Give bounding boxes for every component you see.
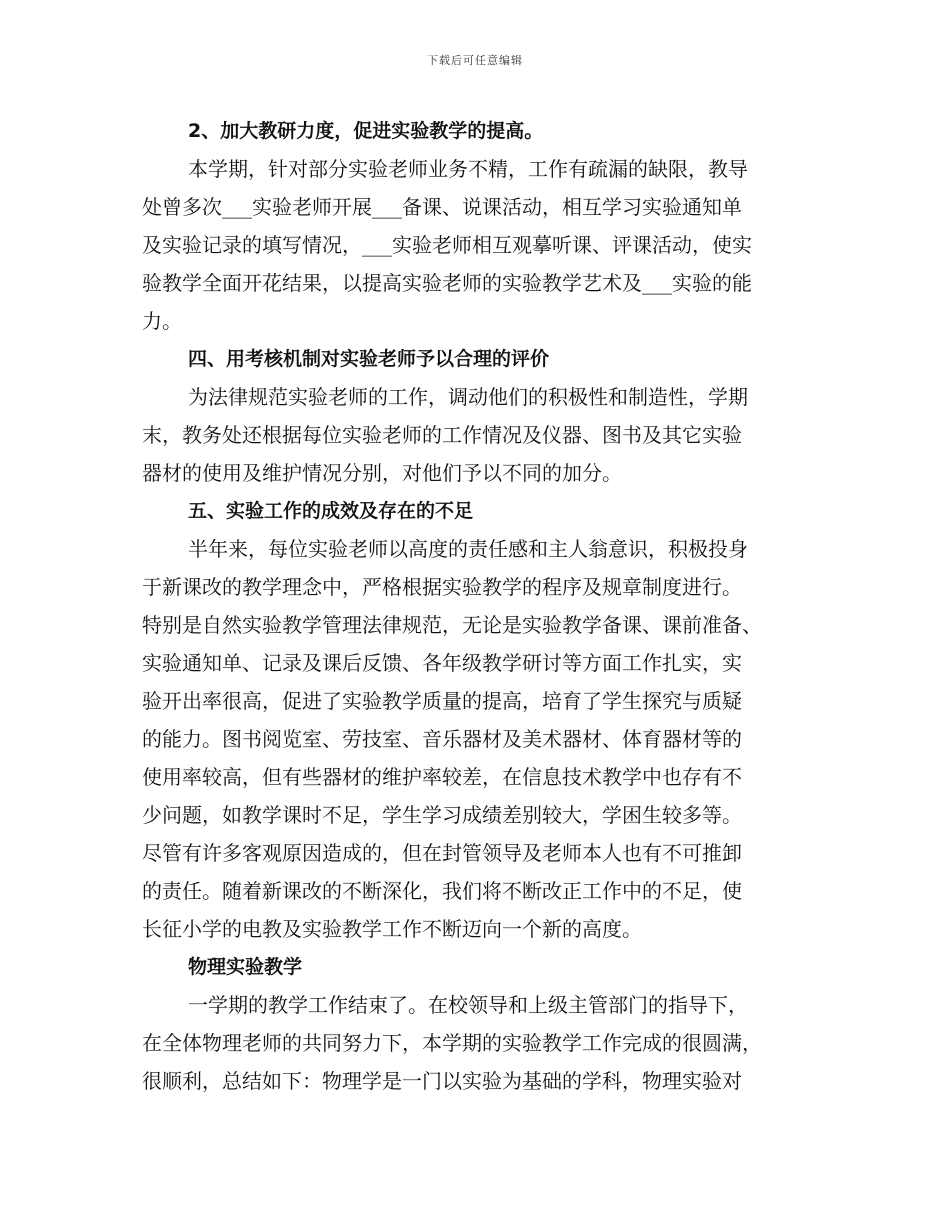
document-body (142, 112, 812, 1100)
paragraph-line: 及实验记录的填写情况，___实验老师相互观摹听课、评课活动，使实 (142, 233, 752, 257)
section-heading-results: 五、实验工作的成效及存在的不足 (188, 500, 474, 522)
paragraph-line: 本学期，针对部分实验老师业务不精，工作有疏漏的缺限，教导 (188, 157, 748, 181)
paragraph-line: 特别是自然实验教学管理法律规范，无论是实验教学备课、课前准备、 (142, 613, 762, 637)
paragraph-line: 于新课改的教学理念中，严格根据实验教学的程序及规章制度进行。 (142, 575, 742, 599)
paragraph-line: 为法律规范实验老师的工作，调动他们的积极性和制造性，学期 (188, 385, 748, 409)
paragraph-line: 半年来，每位实验老师以高度的责任感和主人翁意识，积极投身 (188, 537, 748, 561)
paragraph-teaching-research (142, 150, 812, 340)
paragraph-line: 在全体物理老师的共同努力下，本学期的实验教学工作完成的很圆满， (142, 1031, 762, 1055)
paragraph-results (142, 530, 812, 948)
paragraph-line: 的责任。随着新课改的不断深化，我们将不断改正工作中的不足，使 (142, 879, 742, 903)
paragraph-line: 的能力。图书阅览室、劳技室、音乐器材及美术器材、体育器材等的 (142, 727, 742, 751)
paragraph-line: 力。 (142, 309, 182, 333)
paragraph-line: 器材的使用及维护情况分别，对他们予以不同的加分。 (142, 461, 622, 485)
paragraph-line: 长征小学的电教及实验教学工作不断迈向一个新的高度。 (142, 917, 642, 941)
paragraph-line: 使用率较高，但有些器材的维护率较差，在信息技术教学中也存有不 (142, 765, 742, 789)
section-heading-physics: 物理实验教学 (188, 956, 303, 978)
paragraph-line: 验教学全面开花结果，以提高实验老师的实验教学艺术及___实验的能 (142, 271, 752, 295)
paragraph-line: 尽管有许多客观原因造成的，但在封管领导及老师本人也有不可推卸 (142, 841, 742, 865)
paragraph-line: 一学期的教学工作结束了。在校领导和上级主管部门的指导下， (188, 993, 748, 1017)
paragraph-line: 很顺利，总结如下：物理学是一门以实验为基础的学科，物理实验对 (142, 1069, 742, 1093)
paragraph-line: 末，教务处还根据每位实验老师的工作情况及仪器、图书及其它实验 (142, 423, 742, 447)
section-heading-assessment: 四、用考核机制对实验老师予以合理的评价 (188, 348, 550, 370)
paragraph-physics (142, 986, 812, 1100)
section-heading-teaching-research: 2、加大教研力度，促进实验教学的提高。 (188, 120, 544, 142)
paragraph-assessment (142, 378, 812, 492)
page-header-note: 下载后可任意编辑 (427, 54, 523, 67)
paragraph-line: 实验通知单、记录及课后反馈、各年级教学研讨等方面工作扎实，实 (142, 651, 742, 675)
paragraph-line: 少问题，如教学课时不足，学生学习成绩差别较大，学困生较多等。 (142, 803, 742, 827)
paragraph-line: 验开出率很高，促进了实验教学质量的提高，培育了学生探究与质疑 (142, 689, 742, 713)
paragraph-line: 处曾多次___实验老师开展___备课、说课活动，相互学习实验通知单 (142, 195, 742, 219)
